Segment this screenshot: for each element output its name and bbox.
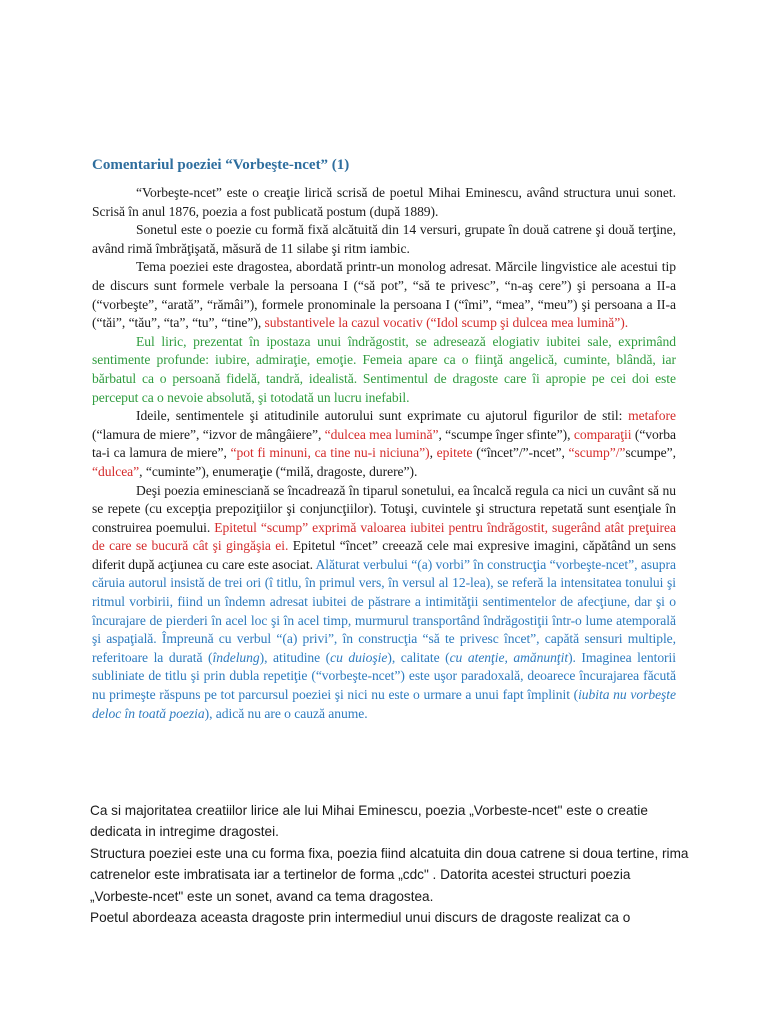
comment-paragraph: Ca si majoritatea creatiilor lirice ale lui Mihai Eminescu, poezia „Vorbeste-ncet" este o creatie dedicata in intregime dragostei. bbox=[90, 803, 648, 840]
text-run: scumpe”, bbox=[625, 445, 676, 461]
text-run: Epitetul “încet” creează cele mai expresive imagini, căpătând un sens diferit după acţiunea cu care este asociat. bbox=[92, 538, 676, 572]
highlighted-text: ). Imaginea lentorii subliniate de titlu şi prin dubla repetiţie (“vorbeşte-ncet”) este uşor paradoxală, deoarece încurajarea făcută nu primeşte răspuns pe tot parcursul poeziei şi nici nu este o urmare a unui fapt împlinit ( bbox=[92, 649, 676, 703]
text-run: Tema poeziei este dragostea, abordată printr-un monolog adresat. Mărcile lingvistice ale acestui tip de discurs sunt formele verbale la persoana I (“să pot”, “să te privesc”, “n-aş cere”) şi persoana a II-a (“vorbeşte”, “arată”, “rămâi”), formele pronominale la persoana I (“îmi”, “mea”, “meu”) şi persoana a II-a (“tăi”, “tău”, “ta”, “tu”, “tine”), bbox=[92, 259, 676, 331]
highlighted-text: “dulcea” bbox=[92, 463, 140, 479]
document-paragraph bbox=[92, 407, 676, 481]
highlighted-text: Alăturat verbului “(a) vorbi” în construcţia “vorbeşte-ncet”, asupra căruia autorul insistă de trei ori (î titlu, în primul vers, în versul al 12-lea), se referă la intensitatea tonului şi ritmul vorbirii, fiind un îndemn adresat iubitei de păstrare a intimităţii sentimentelor de afecţiune, dar şi o încurajare de pierderi în acel loc şi în acel timp, murmurul transportând îndrăgostiţii într-o lume atemporală şi aspaţială. Împreună cu verbul “(a) privi”, în construcţia “să te privesc încet”, capătă sensuri multiple, referitoare la durată ( bbox=[92, 556, 676, 665]
comment-paragraph: Structura poeziei este una cu forma fixa, poezia fiind alcatuita din doua catrene si doua tertine, rima catrenelor este imbratisata iar a tertinelor de forma „cdc" . Datorita acestei structuri poezia „Vorbeste-ncet" este un sonet, avand ca tema dragostea. bbox=[90, 845, 689, 904]
highlighted-text: metafore bbox=[628, 408, 676, 424]
document-paragraph bbox=[92, 184, 676, 221]
text-run: Ideile, sentimentele şi atitudinile autorului sunt exprimate cu ajutorul figurilor de stil: bbox=[136, 408, 629, 424]
highlighted-text: Epitetul “scump” exprimă valoarea iubitei pentru îndrăgostit, sugerând atât preţuirea de care se bucură cât şi gingăşia ei. bbox=[92, 519, 676, 554]
text-run: , bbox=[429, 445, 437, 461]
highlighted-text: substantivele la cazul vocativ (“Idol scump şi dulcea mea lumină”). bbox=[264, 315, 629, 331]
highlighted-text: ), calitate ( bbox=[387, 649, 450, 665]
document-paragraph bbox=[92, 221, 676, 258]
text-run: (“vorba ta-i ca lamura de miere”, bbox=[92, 426, 677, 461]
document-paragraph bbox=[92, 258, 676, 332]
highlighted-text: comparaţii bbox=[573, 426, 632, 442]
highlighted-text: cu duioşie bbox=[330, 649, 388, 665]
comment-section bbox=[90, 800, 690, 928]
document-paragraph bbox=[92, 482, 676, 724]
text-run: Sonetul este o poezie cu formă fixă alcătuită din 14 versuri, grupate în două catrene şi două terţine, având rimă îmbrăţişată, măsură de 11 silabe şi ritm iambic. bbox=[92, 222, 676, 256]
highlighted-text: Eul liric, prezentat în ipostaza unui îndrăgostit, se adresează elogiativ iubitei sale, exprimând sentimente profunde: iubire, admiraţie, emoţie. Femeia apare ca o fiinţă angelică, cuminte, blândă, iar bărbatul ca o persoană fidelă, tandră, idealistă. Sentimentul de dragoste care îi apropie pe cei doi este perceput ca o nevoie absolută, şi totodată un lucru inefabil. bbox=[92, 333, 676, 405]
comment-paragraph: Poetul abordeaza aceasta dragoste prin intermediul unui discurs de dragoste realizat ca o bbox=[90, 910, 631, 926]
text-run: (“lamura de miere”, “izvor de mângâiere”, bbox=[92, 426, 325, 442]
document-body bbox=[92, 184, 676, 723]
highlighted-text: ), atitudine ( bbox=[259, 649, 331, 665]
highlighted-text: “scump”/” bbox=[568, 445, 626, 461]
highlighted-text: iubita nu vorbeşte deloc în toată poezia bbox=[92, 687, 676, 721]
text-run: Deşi poezia eminesciană se încadrează în tiparul sonetului, ea încalcă regula ca nici un cuvânt să nu se repete (cu excepţia prepoziţiilor şi conjuncţiilor). Totuşi, cuvintele şi structura repetată sunt esenţiale în construirea poemului. bbox=[92, 482, 676, 535]
text-run: “Vorbeşte-ncet” este o creaţie lirică scrisă de poetul Mihai Eminescu, având structura unui sonet. Scrisă în anul 1876, poezia a fost publicată postum (după 1889). bbox=[92, 185, 676, 219]
text-run: , “cuminte”), enumeraţie (“milă, dragoste, durere”). bbox=[139, 463, 418, 479]
highlighted-text: cu atenţie, amănunţit bbox=[449, 649, 569, 665]
highlighted-text: îndelung bbox=[212, 649, 260, 665]
highlighted-text: “pot fi minuni, ca tine nu-i niciuna”) bbox=[230, 445, 430, 461]
text-run: (“încet”/”-ncet”, bbox=[472, 445, 569, 461]
highlighted-text: epitete bbox=[436, 445, 473, 461]
highlighted-text: ), adică nu are o cauză anume. bbox=[204, 705, 368, 721]
document-title: Comentariul poeziei “Vorbeşte-ncet” (1) bbox=[92, 157, 350, 173]
document-paragraph bbox=[92, 333, 676, 407]
highlighted-text: “dulcea mea lumină” bbox=[324, 426, 439, 442]
text-run: , “scumpe înger sfinte”), bbox=[438, 426, 574, 442]
